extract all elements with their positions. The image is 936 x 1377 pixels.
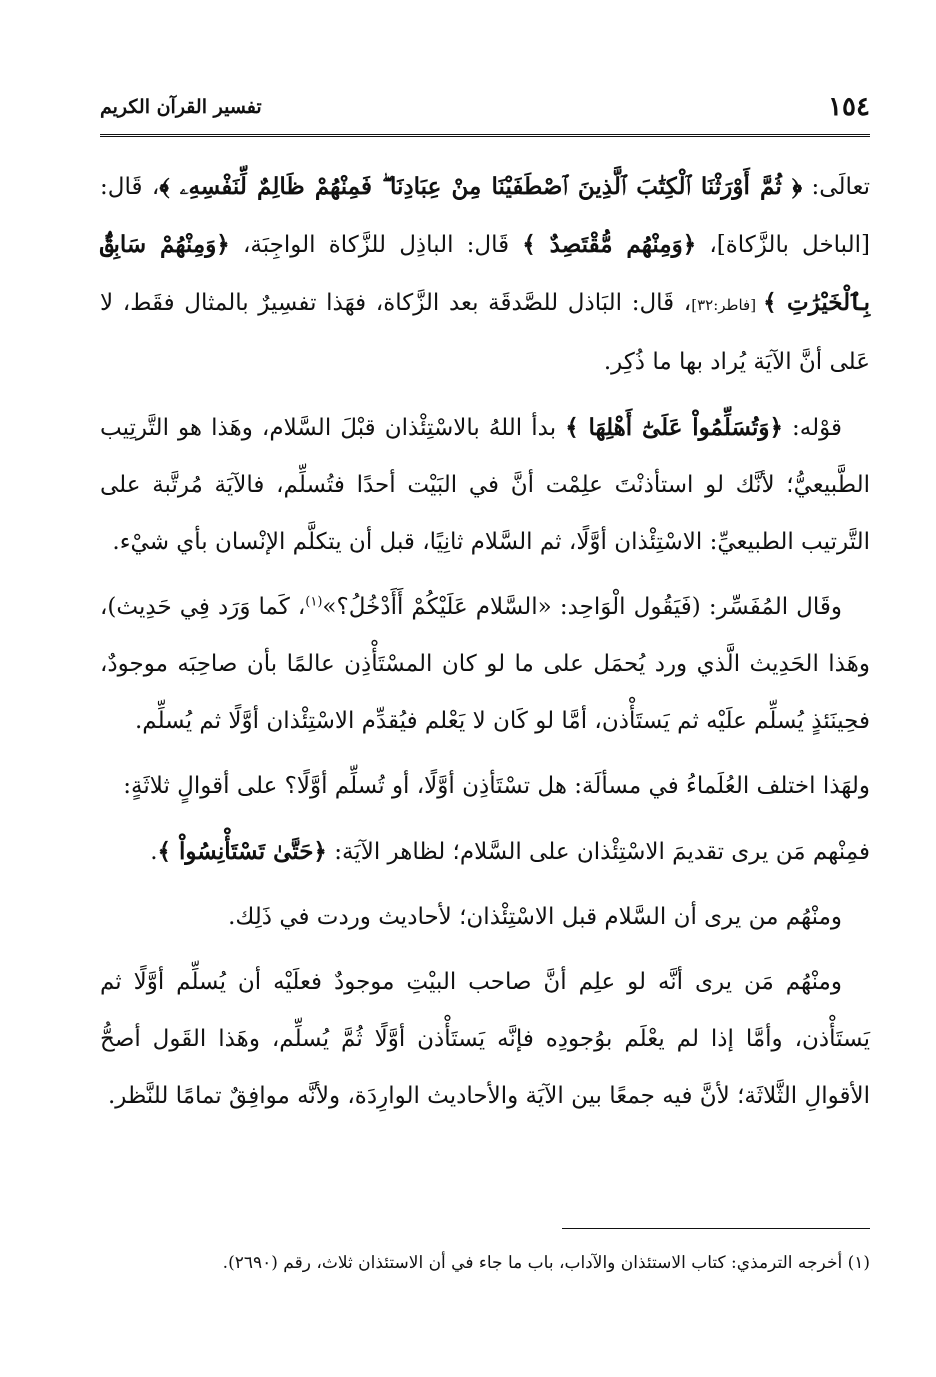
paragraph-7: ومنْهُم مَن يرى أنَّه لو علِم أنَّ صاحب البيْتِ موجودٌ فعلَيْه أن يُسلِّم أوَّلًا ثم يَستَأْذن، وأمَّا إذا لم يعْلَم بوُجودِه فإنَّه يَستَأْذن أوَّلًا ثُمَّ يُسلِّم، وهَذا القَول أصحُّ الأقوالِ الثَّلاثَة؛ لأنَّ فيه جمعًا بين الآيَة والأحاديث الوارِدَة، ولأنَّه موافِقٌ تمامًا للنَّظر. [100,969,870,1109]
text-run: ، قَال: [الباخل بالزَّكاة]، [100,174,870,258]
text-run: بدأ اللهُ بالاسْتِئْذان قبْلَ السَّلام، وهَذا هو التَّرتِيب الطَّبيعيُّ؛ لأنَّك لو استأذنْتَ علِمْت أنَّ في البَيْت أحدًا فتُسلِّم، فالآيَة مُرتَّبة على التَّرتيب الطبيعيِّ: الاسْتِئْذان أوَّلًا، ثم السَّلام ثانِيًا، قبل أن يتكلَّم الإنْسان بأي شيْء. [100,415,870,555]
footnote: (١) أخرجه الترمذي: كتاب الاستئذان والآداب، باب ما جاء في أن الاستئذان ثلاث، رقم (٢٦٩٠). [222,1253,870,1273]
text-run: وقَال المُفَسِّر: (فَيَقُول الْوَاحِد: «السَّلام عَلَيْكُمْ أَأَدْخُلُ؟» [322,594,843,620]
text-run: قَال: الباذِل للزَّكاة الواجِبَة، [229,232,523,258]
paragraph-3 [100,579,870,750]
main-text [100,158,870,1133]
paragraph-4: ولهَذا اختلف العُلَماءُ في مسألَة: هل تسْتَأذِن أوَّلًا، أو تُسلِّم أوَّلًا؟ على أقوالٍ ثلاثَةٍ: [123,773,870,799]
text-run: ، قَال: البَاذل للصَّدقَة بعد الزَّكاة، فهَذا تفسِيرٌ بالمثال فقَط، لا عَلى أنَّ الآيَة يُراد بها ما ذُكِر. [100,290,870,375]
text-run: قوْله: [782,415,842,441]
quran-verse: ﴿ ثُمَّ أَوْرَثْنَا ٱلْكِتَٰبَ ٱلَّذِينَ ٱصْطَفَيْنَا مِنْ عِبَادِنَا ۖ فَمِنْهُمْ ظَالِمٌ لِّنَفْسِهِۦ ﴾ [159,173,803,200]
footnote-marker[interactable]: (١) [305,594,323,610]
paragraph-2 [100,399,870,571]
text-run: تعالَى: [802,174,870,200]
page-header [100,90,870,130]
quran-verse: ﴿حَتَّىٰ تَسْتَأْنِسُواْ ﴾ [157,838,327,865]
page-number: ١٥٤ [828,92,870,122]
paragraph-5 [100,823,870,881]
quran-verse: ﴿وَمِنْهُمْ سَابِقٌۢ بِٱلْخَيْرَٰتِ ﴾ [100,231,870,316]
text-run: فمِنْهم مَن يرى تقديمَ الاسْتِئْذان على السَّلام؛ لظاهر الآيَة: [326,839,870,865]
paragraph-1 [100,158,870,391]
quran-verse: ﴿وَمِنْهُم مُّقْتَصِدٌ ﴾ [522,231,697,258]
text-run: . [150,839,158,865]
paragraph-6: ومنْهُم من يرى أن السَّلام قبل الاسْتِئْذان؛ لأحاديث وردت في ذَلِك. [228,904,842,930]
running-title: تفسير القرآن الكريم [100,96,262,118]
footnote-separator [562,1228,870,1229]
header-rule [100,134,870,137]
text-run: ، كَما وَرَد فِي حَدِيث)، وهَذا الحَدِيث الَّذي ورد يُحمَل على ما لو كان المسْتَأْذِن عالمًا بأن صاحِبَه موجودٌ، فحِينَئذٍ يُسلِّم علَيْه ثم يَستَأْذن، أمَّا لو كَان لا يَعْلم فيُقدِّم الاسْتِئْذان أوَّلًا ثم يُسلِّم. [100,594,870,734]
verse-reference: [فاطر:٣٢] [691,296,764,314]
quran-verse: ﴿وَتُسَلِّمُواْ عَلَىٰٓ أَهْلِهَا ﴾ [565,414,783,441]
